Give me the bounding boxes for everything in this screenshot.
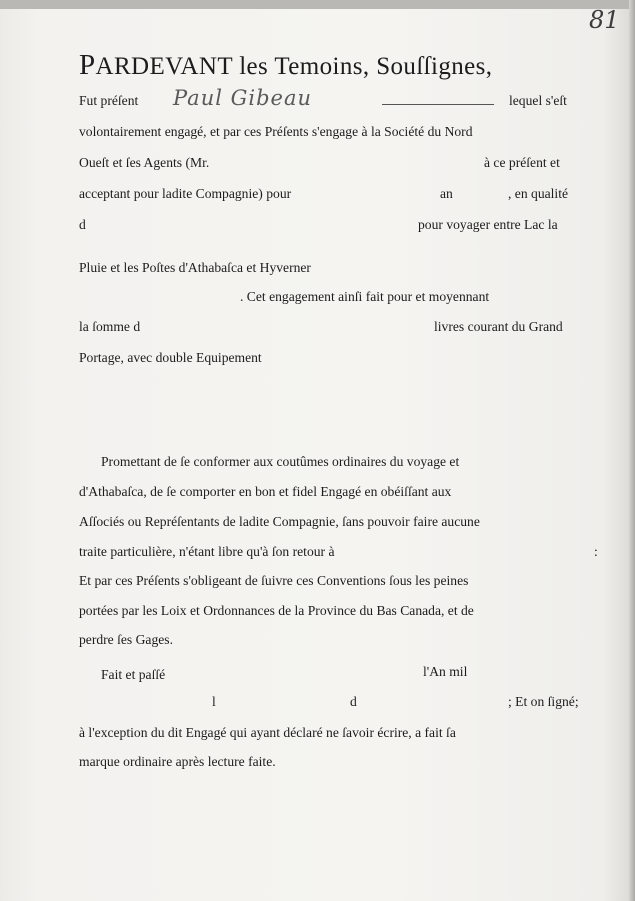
closing-line-2c: ; Et on ſigné; bbox=[508, 694, 579, 709]
text-line-5a: d bbox=[79, 217, 86, 232]
text-line-6: Pluie et les Poſtes d'Athabaſca et Hyverner bbox=[79, 260, 311, 275]
document-heading bbox=[79, 49, 492, 82]
text-line-8b: livres courant du Grand bbox=[434, 319, 563, 334]
paragraph-line-7: perdre ſes Gages. bbox=[79, 632, 173, 647]
paragraph-line-6: portées par les Loix et Ordonnances de la Province du Bas Canada, et de bbox=[79, 603, 474, 618]
paragraph-line-2: d'Athabaſca, de ſe comporter en bon et fidel Engagé en obéiſſant aux bbox=[79, 484, 452, 499]
text-line-4b: an bbox=[440, 186, 453, 201]
text-line-9: Portage, avec double Equipement bbox=[79, 350, 262, 365]
paragraph-line-3: Aſſociés ou Repréſentants de ladite Compagnie, ſans pouvoir faire aucune bbox=[79, 514, 480, 529]
heading-caps: ARDEVANT bbox=[95, 53, 233, 80]
paragraph-line-4a: traite particulière, n'étant libre qu'à ſon retour à bbox=[79, 544, 335, 559]
line-fut-present: Fut préſent bbox=[79, 93, 139, 108]
paragraph-line-1: Promettant de ſe conformer aux coutûmes ordinaires du voyage et bbox=[101, 454, 460, 469]
paragraph-line-4b: : bbox=[594, 544, 598, 559]
closing-line-1b: l'An mil bbox=[423, 664, 468, 679]
closing-line-1a: Fait et paſſé bbox=[101, 667, 166, 682]
text-line-4a: acceptant pour ladite Compagnie) pour bbox=[79, 186, 292, 201]
line-lequel: lequel s'eſt bbox=[509, 93, 567, 108]
heading-initial: P bbox=[79, 49, 96, 81]
closing-line-2a: l bbox=[212, 694, 216, 709]
folio-number: 81 bbox=[589, 6, 620, 34]
closing-line-3: à l'exception du dit Engagé qui ayant déclaré ne ſavoir écrire, a fait ſa bbox=[79, 725, 456, 740]
text-line-7: . Cet engagement ainſi fait pour et moyennant bbox=[240, 289, 490, 304]
closing-line-4: marque ordinaire après lecture faite. bbox=[79, 754, 276, 769]
text-line-4c: , en qualité bbox=[508, 186, 569, 201]
heading-tail: les Temoins, Souſſignes, bbox=[239, 53, 493, 80]
page-top-edge bbox=[0, 0, 635, 9]
text-line-5b: pour voyager entre Lac la bbox=[418, 217, 558, 232]
page-right-edge bbox=[629, 0, 635, 901]
text-line-2: volontairement engagé, et par ces Préſents s'engage à la Société du Nord bbox=[79, 124, 473, 139]
handwritten-engage-name: Paul Gibeau bbox=[173, 86, 313, 110]
text-line-3b: à ce préſent et bbox=[484, 155, 560, 170]
text-line-8a: la ſomme d bbox=[79, 319, 141, 334]
paragraph-line-5: Et par ces Préſents s'obligeant de ſuivre ces Conventions ſous les peines bbox=[79, 573, 469, 588]
text-line-3a: Oueſt et ſes Agents (Mr. bbox=[79, 155, 210, 170]
closing-line-2b: d bbox=[350, 694, 357, 709]
blank-rule bbox=[382, 104, 494, 105]
